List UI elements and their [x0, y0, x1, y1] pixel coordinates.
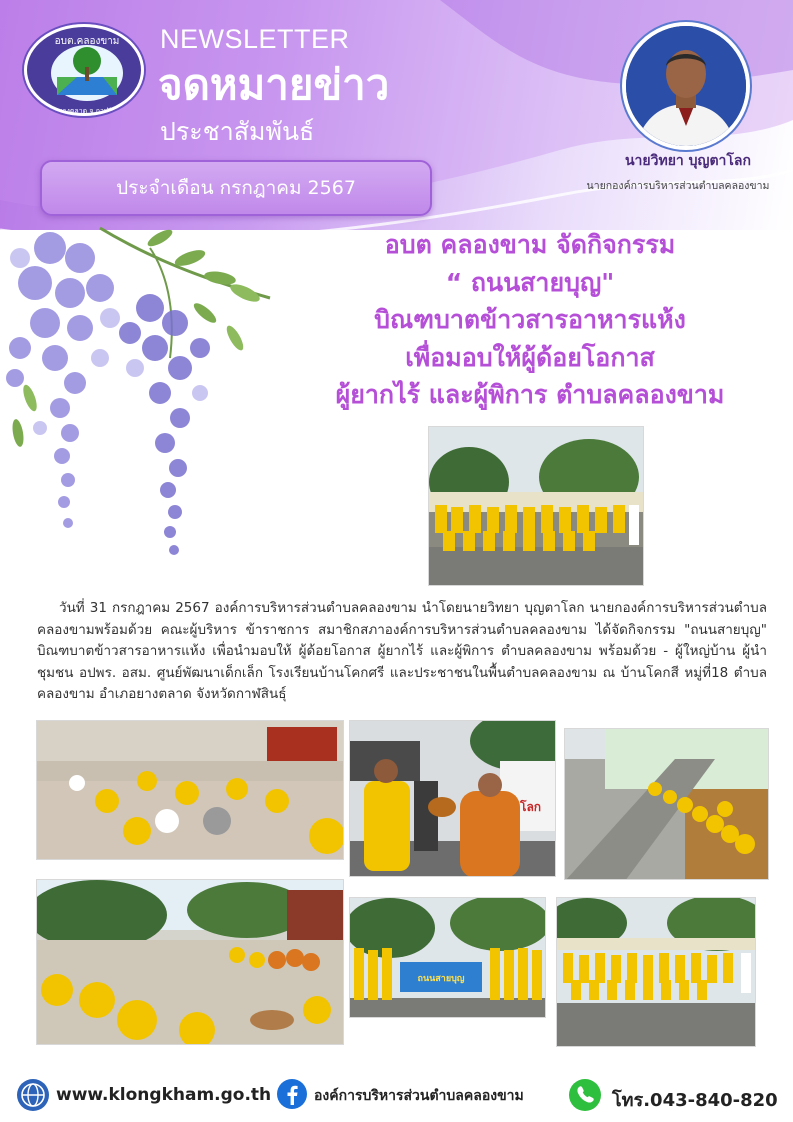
executive-name: นายวิทยา บุญตาโลก	[624, 153, 751, 169]
executive-portrait	[622, 22, 750, 150]
facebook-link[interactable]: องค์การบริหารส่วนตำบลคลองขาม	[314, 1088, 524, 1104]
executive-position: นายกองค์การบริหารส่วนตำบลคลองขาม	[586, 180, 770, 192]
website-link[interactable]: www.klongkham.go.th	[56, 1085, 272, 1105]
headline-line-4: เพื่อมอบให้ผู้ด้อยโอกาส	[405, 342, 655, 372]
photo-ceremony-gathering	[36, 879, 344, 1045]
logo-text-top: อบต.คลองขาม	[54, 36, 120, 47]
phone-icon	[568, 1078, 602, 1112]
main-group-photo	[428, 426, 644, 586]
phone-number[interactable]: โทร.043-840-820	[612, 1090, 778, 1111]
vehicle-sign-text: โลก	[520, 800, 542, 814]
newsletter-subtitle: ประชาสัมพันธ์	[160, 117, 315, 146]
facebook-icon	[276, 1078, 308, 1110]
headline-line-3: บิณฑบาตข้าวสารอาหารแห้ง	[374, 305, 686, 334]
headline-line-2: “ ถนนสายบุญ"	[445, 267, 615, 297]
article-headline	[270, 226, 790, 414]
wisteria-flower-decoration	[0, 218, 275, 588]
article-body	[37, 598, 767, 706]
headline-line-1: อบต คลองขาม จัดกิจกรรม	[384, 230, 676, 259]
article-body-text: วันที่ 31 กรกฎาคม 2567 องค์การบริหารส่วนตำบลคลองขาม นำโดยนายวิทยา บุญตาโลก นายกองค์การบริหารส่วนตำบลคลองขามพร้อมด้วย คณะผู้บริหาร ข้าราชการ สมาชิกสภาองค์การบริหารส่วนตำบลคลองขาม ได้จัดกิจกรรม "ถนนสายบุญ" บิณฑบาตข้าวสารอาหารแห้ง เพื่อนำมอบให้ ผู้ด้อยโอกาส ผู้ยากไร้ และผู้พิการ ตำบลคลองขาม พร้อมด้วย - ผู้ใหญ่บ้าน ผู้นำชุมชน อปพร. อสม. ศูนย์พัฒนาเด็กเล็ก โรงเรียนบ้านโคกศรี และประชาชนในพื้นตำบลคลองขาม ณ บ้านโคกสี หมู่ที่18 ตำบลคลองขาม อำเภอยางตลาด จังหวัดกาฬสินธุ์	[37, 600, 767, 702]
contact-footer	[0, 1070, 793, 1122]
month-text: ประจำเดือน กรกฎาคม 2567	[116, 177, 356, 199]
photo-street-offerings	[564, 728, 769, 880]
newsletter-label: NEWSLETTER	[160, 24, 350, 54]
photo-monk-almsgiving	[349, 720, 556, 877]
logo-text-bottom: อ.ยางตลาด จ.กาฬสินธุ์	[51, 107, 123, 115]
organization-logo	[24, 24, 144, 116]
headline-line-5: ผู้ยากไร้ และผู้พิการ ตำบลคลองขาม	[335, 380, 725, 409]
photo-volunteers-packing	[36, 720, 344, 860]
newsletter-title: จดหมายข่าว	[158, 60, 390, 109]
banner-text: ถนนสายบุญ	[417, 974, 465, 984]
photo-group-seated	[556, 897, 756, 1047]
photo-banner-group	[349, 897, 546, 1018]
month-badge	[40, 160, 432, 216]
globe-icon	[16, 1078, 50, 1112]
